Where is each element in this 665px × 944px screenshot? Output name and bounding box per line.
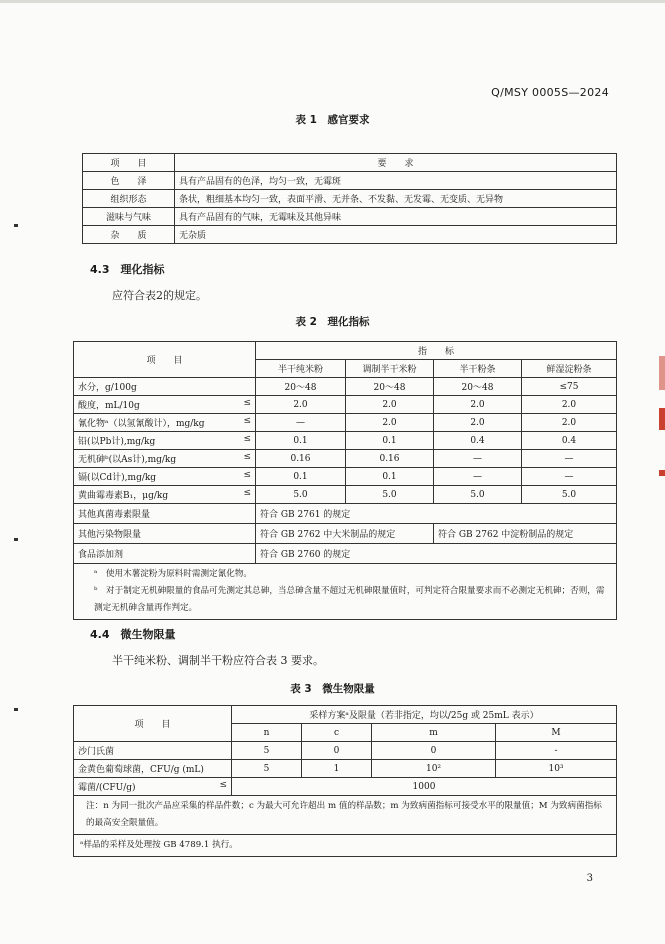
table1-req: 无杂质 bbox=[175, 226, 617, 244]
table3-head-plan: 采样方案ᵃ及限量（若非指定，均以/25g 或 25mL 表示） bbox=[232, 706, 617, 724]
scan-color-mark bbox=[659, 470, 665, 476]
table2-item bbox=[74, 450, 256, 468]
table2-col-head: 鲜湿淀粉条 bbox=[522, 360, 617, 378]
sensory-table bbox=[82, 153, 617, 244]
table2-value: — bbox=[434, 450, 522, 468]
table2-item: 其他污染物限量 bbox=[74, 524, 256, 544]
table2-value: 5.0 bbox=[522, 486, 617, 504]
table2-value: 5.0 bbox=[256, 486, 346, 504]
table2-value: 符合 GB 2761 的规定 bbox=[256, 504, 617, 524]
scan-color-mark bbox=[659, 408, 665, 430]
table1-head-req: 要 求 bbox=[175, 154, 617, 172]
section-4-3-text: 应符合表2的规定。 bbox=[112, 289, 207, 302]
table3-value: 0 bbox=[302, 742, 372, 760]
table2-head-indicator: 指 标 bbox=[256, 342, 617, 360]
table3-value: - bbox=[496, 742, 617, 760]
table3-value: 5 bbox=[232, 742, 302, 760]
le-symbol: ≤ bbox=[243, 488, 251, 498]
table3-item: 金黄色葡萄球菌，CFU/g (mL) bbox=[74, 760, 232, 778]
table2-value: 20～48 bbox=[434, 378, 522, 396]
table2-item: 其他真菌毒素限量 bbox=[74, 504, 256, 524]
table2-item bbox=[74, 378, 256, 396]
le-symbol: ≤ bbox=[243, 470, 251, 480]
table2-col-head: 半干纯米粉 bbox=[256, 360, 346, 378]
table2-value: ≤75 bbox=[522, 378, 617, 396]
table2-value: 5.0 bbox=[434, 486, 522, 504]
table2-value: 0.1 bbox=[346, 432, 434, 450]
table2-item bbox=[74, 432, 256, 450]
table3-item: 沙门氏菌 bbox=[74, 742, 232, 760]
table2-item-label: 铅(以Pb计),mg/kg bbox=[78, 437, 156, 447]
table2-value: — bbox=[522, 468, 617, 486]
table3-col-head: M bbox=[496, 724, 617, 742]
scan-mark bbox=[14, 708, 18, 711]
le-symbol: ≤ bbox=[243, 398, 251, 408]
table2-value: 2.0 bbox=[434, 396, 522, 414]
table2-item bbox=[74, 396, 256, 414]
section-4-4-title: 4.4 微生物限量 bbox=[90, 628, 176, 641]
page-number: 3 bbox=[586, 873, 593, 884]
table1-req: 具有产品固有的色泽，均匀一致，无霉斑 bbox=[175, 172, 617, 190]
standard-number: Q/MSY 0005S—2024 bbox=[491, 86, 609, 99]
table1-item: 色 泽 bbox=[83, 172, 175, 190]
table1-item: 杂 质 bbox=[83, 226, 175, 244]
microbial-table bbox=[73, 705, 617, 857]
table2-value: 20～48 bbox=[346, 378, 434, 396]
table3-value: 1000 bbox=[232, 778, 617, 796]
table2-item-label: 镉(以Cd计),mg/kg bbox=[78, 473, 157, 483]
table2-value: — bbox=[256, 414, 346, 432]
table2-item-label: 酸度，mL/10g bbox=[78, 401, 140, 411]
table2-item-label: 氰化物ᵃ（以氢氰酸计），mg/kg bbox=[78, 419, 205, 429]
table2-item bbox=[74, 468, 256, 486]
table2-value: 0.1 bbox=[256, 432, 346, 450]
table3-head-item: 项 目 bbox=[74, 706, 232, 742]
scan-mark bbox=[14, 224, 18, 227]
table2-col-head: 半干粉条 bbox=[434, 360, 522, 378]
table2-value: 5.0 bbox=[346, 486, 434, 504]
table1-req: 条状，粗细基本均匀一致，表面平滑、无并条、不发黏、无发霉、无变质、无异物 bbox=[175, 190, 617, 208]
table2-caption: 表 2 理化指标 bbox=[295, 316, 370, 328]
table2-note-a: ᵃ 使用木薯淀粉为原料时需测定氰化物。 bbox=[94, 569, 253, 579]
table3-value: 1 bbox=[302, 760, 372, 778]
table2-item-label: 水分，g/100g bbox=[78, 383, 137, 393]
table2-value: 0.4 bbox=[434, 432, 522, 450]
table2-value: — bbox=[434, 468, 522, 486]
table2-item-label: 无机砷ᵇ(以As计),mg/kg bbox=[78, 455, 177, 465]
table2-value: 0.16 bbox=[346, 450, 434, 468]
le-symbol: ≤ bbox=[219, 780, 227, 790]
table2-value: 2.0 bbox=[346, 396, 434, 414]
table2-item bbox=[74, 486, 256, 504]
table2-value: 2.0 bbox=[434, 414, 522, 432]
table3-col-head: m bbox=[372, 724, 496, 742]
table3-value: 0 bbox=[372, 742, 496, 760]
le-symbol: ≤ bbox=[243, 452, 251, 462]
table2-notes bbox=[74, 564, 617, 620]
table2-value: 2.0 bbox=[522, 414, 617, 432]
table3-col-head: c bbox=[302, 724, 372, 742]
table2-value: 符合 GB 2762 中大米制品的规定 bbox=[256, 524, 434, 544]
table2-value: 符合 GB 2760 的规定 bbox=[256, 544, 617, 564]
table2-item: 食品添加剂 bbox=[74, 544, 256, 564]
table2-head-item: 项 目 bbox=[74, 342, 256, 378]
table1-item: 组织形态 bbox=[83, 190, 175, 208]
table3-item-label: 霉菌/(CFU/g) bbox=[78, 783, 136, 793]
table2-value: 2.0 bbox=[522, 396, 617, 414]
le-symbol: ≤ bbox=[243, 434, 251, 444]
table2-value: 2.0 bbox=[346, 414, 434, 432]
table3-value: 10² bbox=[372, 760, 496, 778]
scan-edge bbox=[0, 0, 665, 3]
table2-value: 0.1 bbox=[256, 468, 346, 486]
scan-color-mark bbox=[659, 356, 665, 390]
table2-value: 0.4 bbox=[522, 432, 617, 450]
table2-value: 0.16 bbox=[256, 450, 346, 468]
physicochemical-table bbox=[73, 341, 617, 620]
table2-value: 0.1 bbox=[346, 468, 434, 486]
table2-note-b: ᵇ 对于制定无机砷限量的食品可先测定其总砷，当总砷含量不超过无机砷限量值时，可判定符合限量要求而不必测定无机砷；否则，需测定无机砷含量再作判定。 bbox=[94, 586, 605, 613]
table1-caption: 表 1 感官要求 bbox=[295, 114, 370, 126]
table1-head-item: 项 目 bbox=[83, 154, 175, 172]
table2-value: — bbox=[522, 450, 617, 468]
table3-value: 5 bbox=[232, 760, 302, 778]
scan-mark bbox=[14, 538, 18, 541]
table3-col-head: n bbox=[232, 724, 302, 742]
table3-value: 10³ bbox=[496, 760, 617, 778]
table3-note: 注：n 为同一批次产品应采集的样品件数；c 为最大可允许超出 m 值的样品数；m 为致病菌指标可接受水平的限量值；M 为致病菌指标的最高安全限量值。 bbox=[74, 796, 617, 835]
table2-value: 2.0 bbox=[256, 396, 346, 414]
table3-footnote: ᵃ样品的采样及处理按 GB 4789.1 执行。 bbox=[74, 835, 617, 857]
table2-col-head: 调制半干米粉 bbox=[346, 360, 434, 378]
table2-value: 符合 GB 2762 中淀粉制品的规定 bbox=[434, 524, 617, 544]
table1-item: 滋味与气味 bbox=[83, 208, 175, 226]
le-symbol: ≤ bbox=[243, 416, 251, 426]
table2-value: 20～48 bbox=[256, 378, 346, 396]
table3-caption: 表 3 微生物限量 bbox=[290, 683, 375, 695]
table3-item bbox=[74, 778, 232, 796]
section-4-3-title: 4.3 理化指标 bbox=[90, 263, 165, 276]
table2-item bbox=[74, 414, 256, 432]
section-4-4-text: 半干纯米粉、调制半干粉应符合表 3 要求。 bbox=[112, 654, 324, 667]
table2-item-label: 黄曲霉毒素B₁，μg/kg bbox=[78, 491, 169, 501]
table1-req: 具有产品固有的气味，无霉味及其他异味 bbox=[175, 208, 617, 226]
